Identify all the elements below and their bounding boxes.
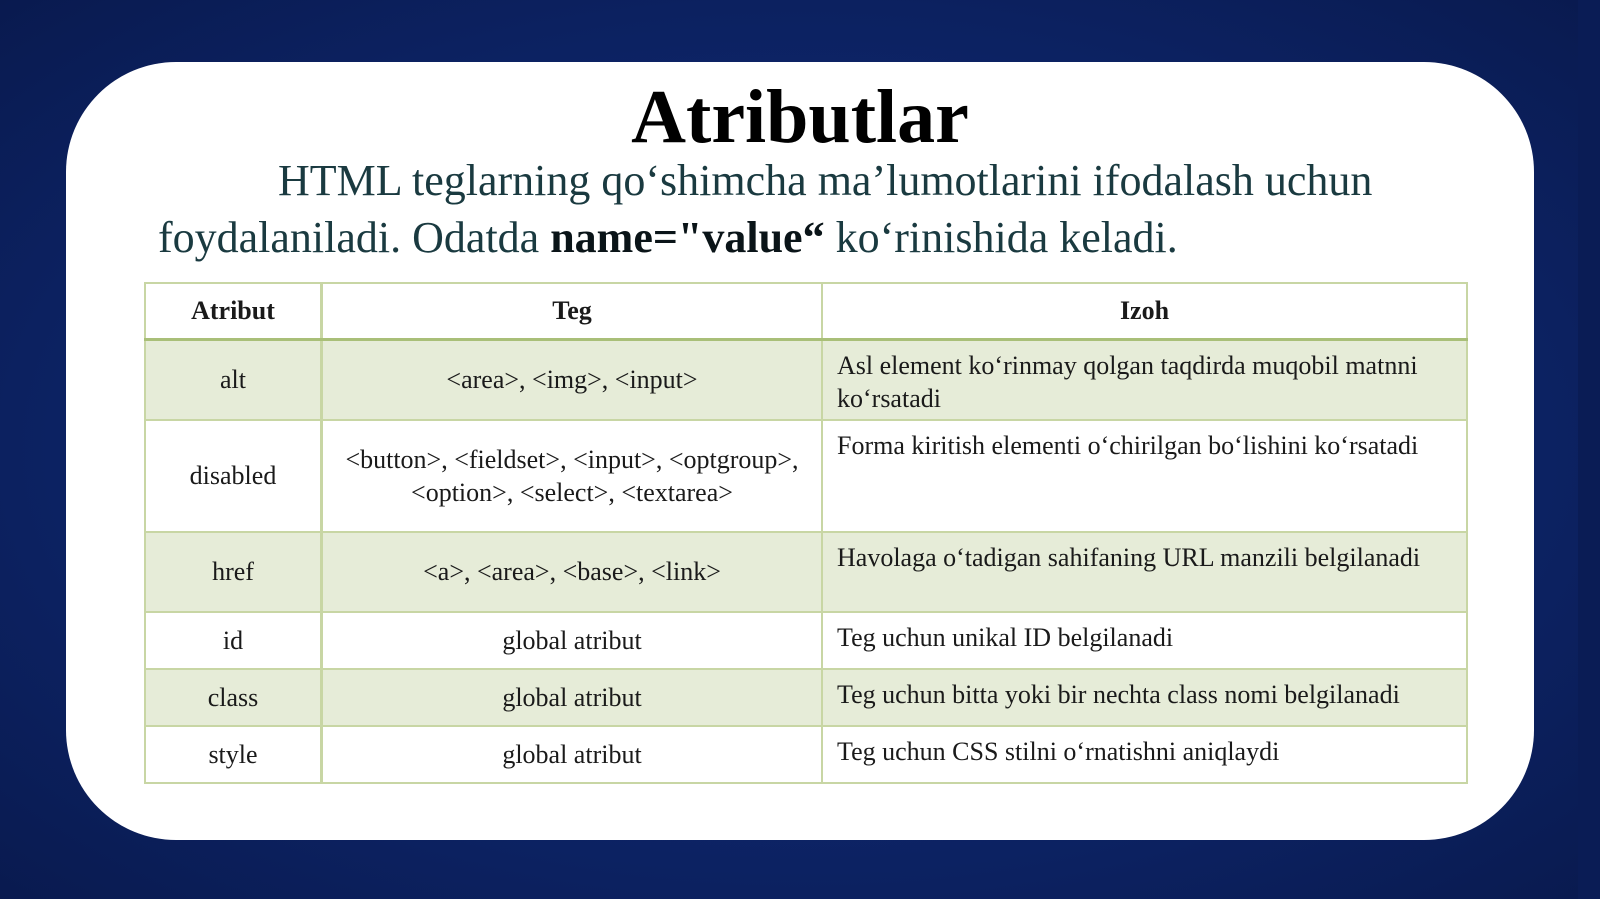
attributes-table bbox=[144, 282, 1468, 784]
cell-attribute: id bbox=[145, 612, 322, 669]
cell-tags: global atribut bbox=[322, 612, 823, 669]
cell-tags: global atribut bbox=[322, 669, 823, 726]
cell-description: Teg uchun bitta yoki bir nechta class nomi belgilanadi bbox=[822, 669, 1467, 726]
intro-text-after: ko‘rinishida keladi. bbox=[824, 213, 1178, 262]
cell-tags: <button>, <fieldset>, <input>, <optgroup>, <option>, <select>, <textarea> bbox=[322, 420, 823, 532]
slide-title: Atributlar bbox=[631, 75, 969, 159]
cell-attribute: alt bbox=[145, 340, 322, 420]
intro-text-before: HTML teglarning qo‘shimcha ma’lumotlarini ifodalash uchun foydalaniladi. Odatda bbox=[158, 156, 1373, 262]
table-row bbox=[145, 669, 1467, 726]
cell-description: Asl element ko‘rinmay qolgan taqdirda muqobil matnni ko‘rsatadi bbox=[822, 340, 1467, 420]
table-row bbox=[145, 420, 1467, 532]
intro-paragraph bbox=[158, 152, 1448, 266]
cell-description: Havolaga o‘tadigan sahifaning URL manzili belgilanadi bbox=[822, 532, 1467, 612]
cell-description: Forma kiritish elementi o‘chirilgan bo‘lishini ko‘rsatadi bbox=[822, 420, 1467, 532]
cell-tags: global atribut bbox=[322, 726, 823, 783]
table-row bbox=[145, 340, 1467, 420]
cell-attribute: href bbox=[145, 532, 322, 612]
table-row bbox=[145, 612, 1467, 669]
cell-attribute: style bbox=[145, 726, 322, 783]
intro-text-bold: name="value“ bbox=[550, 213, 825, 262]
cell-attribute: disabled bbox=[145, 420, 322, 532]
table-header-row bbox=[145, 283, 1467, 340]
header-izoh: Izoh bbox=[822, 283, 1467, 340]
header-teg: Teg bbox=[322, 283, 823, 340]
cell-description: Teg uchun unikal ID belgilanadi bbox=[822, 612, 1467, 669]
cell-description: Teg uchun CSS stilni o‘rnatishni aniqlaydi bbox=[822, 726, 1467, 783]
cell-tags: <area>, <img>, <input> bbox=[322, 340, 823, 420]
table-row bbox=[145, 726, 1467, 783]
table-row bbox=[145, 532, 1467, 612]
cell-tags: <a>, <area>, <base>, <link> bbox=[322, 532, 823, 612]
header-atribut: Atribut bbox=[145, 283, 322, 340]
cell-attribute: class bbox=[145, 669, 322, 726]
